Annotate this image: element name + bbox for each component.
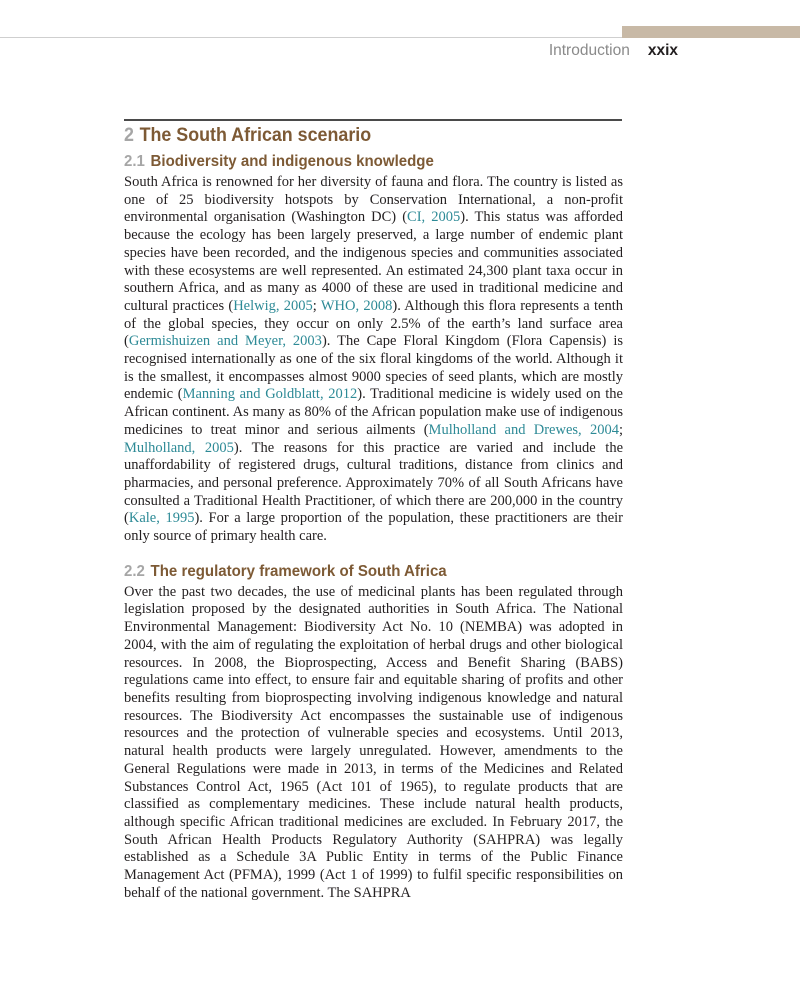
paragraph-regulatory: Over the past two decades, the use of medicinal plants has been regulated through legislation proposed by the designated authorities in South Africa. The National Environmental Management: Biodiversity Act No. 10 (NEMBA) was adopted in 2004, with the aim of regulating the exploitation of herbal drugs and other biological resources. In 2008, the Bioprospecting, Access and Benefit Sharing (BABS) regulations came into effect, to ensure fair and equitable sharing of profits and other benefits resulting from bioprospecting involving indigenous knowledge and natural resources. The Biodiversity Act encompasses the sustainable use of indigenous resources and the protection of vulnerable species and ecosystems. Until 2013, natural health products were largely unregulated. However, amendments to the General Regulations were made in 2013, in terms of the Medicines and Related Substances Control Act, 1965 (Act 101 of 1965), to regulate products that are classified as complementary medicines. These include natural health products, although specific African traditional medicines are excluded. In February 2017, the South African Health Products Regulatory Authority (SAHPRA) was legally established as a Schedule 3A Public Entity in terms of the Public Finance Management Act (PFMA), 1999 (Act 1 of 1999) to fulfil specific responsibilities on behalf of the national government. The SAHPRA: [124, 583, 623, 901]
section-number: 2: [124, 125, 134, 146]
page-number: xxix: [647, 42, 678, 59]
text-run: South Africa is renowned for her diversity of fauna and flora. The country is listed as one of 25 biodiversity hotspots by Conservation International, a non-profit environmental organisation (Washington DC) (: [124, 174, 623, 226]
section-heading: [124, 122, 593, 150]
text-run: ;: [618, 421, 623, 438]
citation-link[interactable]: Helwig, 2005: [233, 297, 313, 314]
section-title: The South African scenario: [139, 125, 372, 146]
text-run: ). For a large proportion of the population, these practitioners are their only source of primary health care.: [124, 510, 623, 545]
subsection-number-2-1: 2.1: [124, 153, 145, 170]
top-tab-marker: [622, 26, 800, 38]
section-gap: [124, 546, 623, 560]
subsection-title-2-2: The regulatory framework of South Africa: [150, 562, 447, 580]
citation-link[interactable]: Germishuizen and Meyer, 2003: [128, 333, 322, 350]
paragraph-biodiversity: [124, 174, 623, 546]
subsection-number-2-2: 2.2: [124, 562, 145, 580]
citation-link[interactable]: WHO, 2008: [320, 297, 393, 314]
citation-link[interactable]: CI, 2005: [407, 209, 461, 226]
text-run: ). The reasons for this practice are varied and include the unaffordability of registered drugs, cultural traditions, distance from clinics and pharmacies, and personal preference. Approximately 70% of all South Africans have consulted a Traditional Health Practitioner, of which there are 200,000 in the country (: [124, 439, 623, 527]
main-content: [124, 122, 623, 902]
running-head-section: Introduction: [548, 42, 630, 59]
subsection-heading-2-1: [124, 150, 593, 174]
text-run: ). Traditional medicine is widely used on the African continent. As many as 80% of the African population make use of indigenous medicines to treat minor and serious ailments (: [124, 386, 623, 438]
text-run: ). This status was afforded because the ecology has been largely preserved, a large number of endemic plant species have been recorded, and the indigenous species and communities associated with these ecosystems are well represented. An estimated 24,300 plant taxa occur in southern Africa, and as many as 4000 of these are used in traditional medicine and cultural practices (: [124, 209, 623, 314]
subsection-title-2-1: Biodiversity and indigenous knowledge: [150, 153, 434, 170]
citation-link[interactable]: Mulholland and Drewes, 2004: [428, 421, 619, 438]
text-run: ;: [312, 297, 321, 314]
text-run: ). Although this flora represents a tenth of the global species, they occur on only 2.5% of the earth’s land surface area (: [124, 297, 623, 350]
subsection-heading-2-2: [124, 560, 593, 584]
running-head: [549, 42, 678, 64]
top-rule: [0, 37, 622, 38]
citation-link[interactable]: Mulholland, 2005: [124, 439, 234, 456]
citation-link[interactable]: Kale, 1995: [128, 510, 195, 527]
citation-link[interactable]: Manning and Goldblatt, 2012: [182, 386, 358, 403]
section-rule: [124, 119, 622, 121]
text-run: ). The Cape Floral Kingdom (Flora Capensis) is recognised internationally as one of the six floral kingdoms of the world. Although it is the smallest, it encompasses almost 9000 species of seed plants, which are mostly endemic (: [124, 333, 623, 403]
